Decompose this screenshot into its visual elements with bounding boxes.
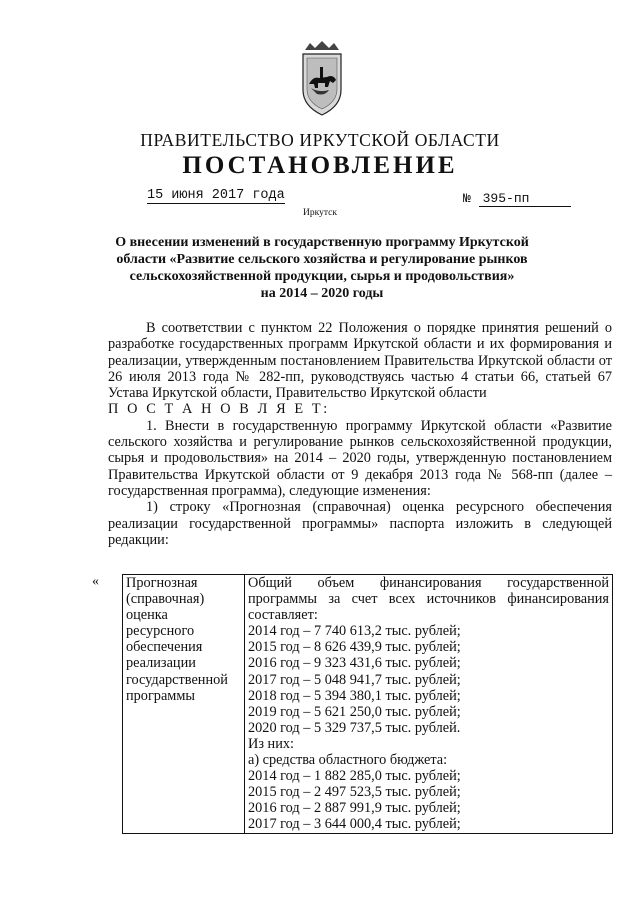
item-1-paragraph: 1. Внести в государственную программу Иркутской области «Развитие сельского хозяйства и регулирование рынков сельскохозяйственной продукции, сырья и продовольствия» на 2014 – 2020 годы, утвержденную постановлением Правительства Иркутской области от 9 декабря 2013 года № 568-пп (далее – государственная программа), следующие изменения:	[108, 417, 612, 499]
total-row: 2018 год – 5 394 380,1 тыс. рублей;	[248, 687, 461, 704]
regional-row: 2016 год – 2 887 991,9 тыс. рублей;	[248, 800, 461, 817]
number-sign: №	[463, 191, 471, 206]
date-value: 15 июня 2017 года	[147, 188, 285, 203]
government-title: ПРАВИТЕЛЬСТВО ИРКУТСКОЙ ОБЛАСТИ	[140, 130, 500, 150]
city-name: Иркутск	[303, 208, 337, 218]
label-cell	[123, 575, 245, 834]
financing-intro: Общий объем финансирования государственной программы за счет всех источников финансирования составляет:	[248, 575, 609, 624]
of-which-label: Из них:	[248, 735, 294, 752]
heading-line: области «Развитие сельского хозяйства и регулирование рынков	[116, 252, 528, 267]
label-line: (справочная)	[126, 591, 205, 608]
total-row: 2015 год – 8 626 439,9 тыс. рублей;	[248, 639, 461, 656]
regional-budget-heading: а) средства областного бюджета:	[248, 752, 448, 769]
regional-row: 2015 год – 2 497 523,5 тыс. рублей;	[248, 784, 461, 801]
decree-word: П О С Т А Н О В Л Я Е Т:	[108, 401, 330, 418]
document-type: ПОСТАНОВЛЕНИЕ	[182, 152, 458, 179]
item-1-1-paragraph: 1) строку «Прогнозная (справочная) оценка ресурсного обеспечения реализации государственной программы» паспорта изложить в следующей редакции:	[108, 499, 612, 548]
label-line: государственной	[126, 671, 228, 688]
regional-row: 2014 год – 1 882 285,0 тыс. рублей;	[248, 768, 461, 785]
total-row: 2017 год – 5 048 941,7 тыс. рублей;	[248, 671, 461, 688]
total-row: 2016 год – 9 323 431,6 тыс. рублей;	[248, 655, 461, 672]
passport-table	[122, 574, 613, 834]
total-row: 2014 год – 7 740 613,2 тыс. рублей;	[248, 623, 461, 640]
label-line: ресурсного	[126, 623, 195, 640]
preamble-paragraph: В соответствии с пунктом 22 Положения о порядке принятия решений о разработке государственных программ Иркутской области и их формирования и реализации, утвержденным постановлением Правительства Иркутской области от 26 июля 2013 года № 282-пп, руководствуясь частью 4 статьи 66, статьей 67 Устава Иркутской области, Правительство Иркутской области	[108, 320, 612, 402]
heading-line: О внесении изменений в государственную программу Иркутской	[115, 235, 529, 250]
regional-row: 2017 год – 3 644 000,4 тыс. рублей;	[248, 816, 461, 833]
label-line: реализации	[126, 655, 196, 672]
document-body	[108, 320, 612, 548]
label-line: обеспечения	[126, 639, 203, 656]
irkutsk-coat-of-arms-icon	[297, 40, 347, 118]
label-line: оценка	[126, 607, 168, 624]
opening-quote: «	[92, 574, 99, 589]
table-row	[123, 575, 613, 834]
number-value: 395-пп	[479, 191, 571, 207]
label-line: программы	[126, 687, 196, 704]
value-cell	[245, 575, 613, 834]
heading-line: сельскохозяйственной продукции, сырья и продовольствия»	[129, 269, 515, 284]
document-number	[463, 191, 571, 207]
heading-line: на 2014 – 2020 годы	[260, 286, 384, 301]
total-row: 2019 год – 5 621 250,0 тыс. рублей;	[248, 703, 461, 720]
document-heading	[108, 234, 536, 302]
label-line: Прогнозная	[126, 575, 198, 591]
total-row: 2020 год – 5 329 737,5 тыс. рублей.	[248, 719, 461, 736]
document-date	[147, 188, 285, 203]
